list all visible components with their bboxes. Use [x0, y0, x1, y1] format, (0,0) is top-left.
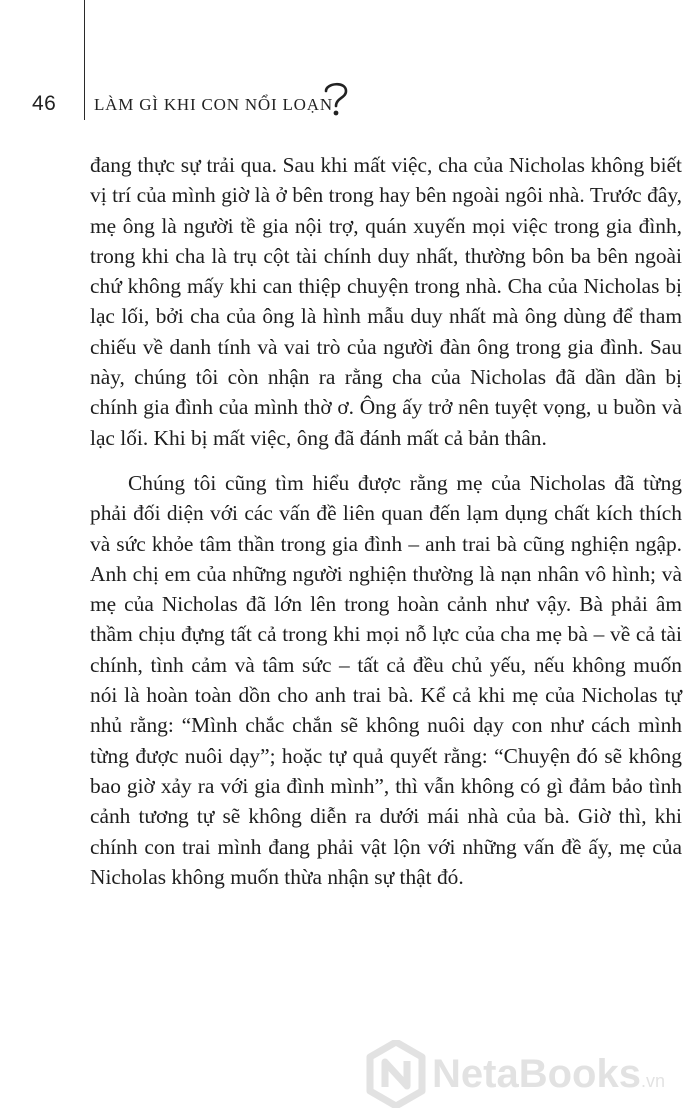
page-header [0, 86, 700, 126]
paragraph: Chúng tôi cũng tìm hiểu được rằng mẹ của Nicholas đã từng phải đối diện với các vấn đề liên quan đến lạm dụng chất kích thích và sức khỏe tâm thần trong gia đình – anh trai bà cũng nghiện ngập. Anh chị em của những người nghiện thường là nạn nhân vô hình; và mẹ của Nicholas đã lớn lên trong hoàn cảnh như vậy. Bà phải âm thầm chịu đựng tất cả trong khi mọi nỗ lực của cha mẹ bà – về cả tài chính, tình cảm và tâm sức – tất cả đều chủ yếu, nếu không muốn nói là hoàn toàn dồn cho anh trai bà. Kể cả khi mẹ của Nicholas tự nhủ rằng: “Mình chắc chắn sẽ không nuôi dạy con như cách mình từng được nuôi dạy”; hoặc tự quả quyết rằng: “Chuyện đó sẽ không bao giờ xảy ra với gia đình mình”, thì vẫn không có gì đảm bảo tình cảnh tương tự sẽ không diễn ra dưới mái nhà của bà. Giờ thì, khi chính con trai mình đang phải vật lộn với những vấn đề ấy, mẹ của Nicholas không muốn thừa nhận sự thật đó. [90, 470, 682, 889]
running-title: LÀM GÌ KHI CON NỔI LOẠN [94, 95, 333, 114]
netabooks-logo-icon [366, 1040, 426, 1108]
watermark-brand [432, 1052, 665, 1097]
question-mark-icon [320, 80, 352, 120]
watermark-brand-name: NetaBooks [432, 1052, 641, 1096]
watermark-suffix: .vn [640, 1071, 665, 1091]
watermark [366, 1040, 696, 1116]
body-text [90, 150, 682, 892]
page-number: 46 [32, 92, 57, 115]
paragraph: đang thực sự trải qua. Sau khi mất việc, cha của Nicholas không biết vị trí của mình giờ là ở bên trong hay bên ngoài ngôi nhà. Trước đây, mẹ ông là người tề gia nội trợ, quán xuyến mọi việc trong gia đình, trong khi cha là trụ cột tài chính duy nhất, thường bôn ba bên ngoài chứ không mấy khi can thiệp chuyện trong nhà. Cha của Nicholas bị lạc lối, bởi cha của ông là hình mẫu duy nhất mà ông dùng để tham chiếu về danh tính và vai trò của người đàn ông trong gia đình. Sau này, chúng tôi còn nhận ra rằng cha của Nicholas đã dần dần bị chính gia đình của mình thờ ơ. Ông ấy trở nên tuyệt vọng, u buồn và lạc lối. Khi bị mất việc, ông đã đánh mất cả bản thân. [90, 153, 682, 450]
